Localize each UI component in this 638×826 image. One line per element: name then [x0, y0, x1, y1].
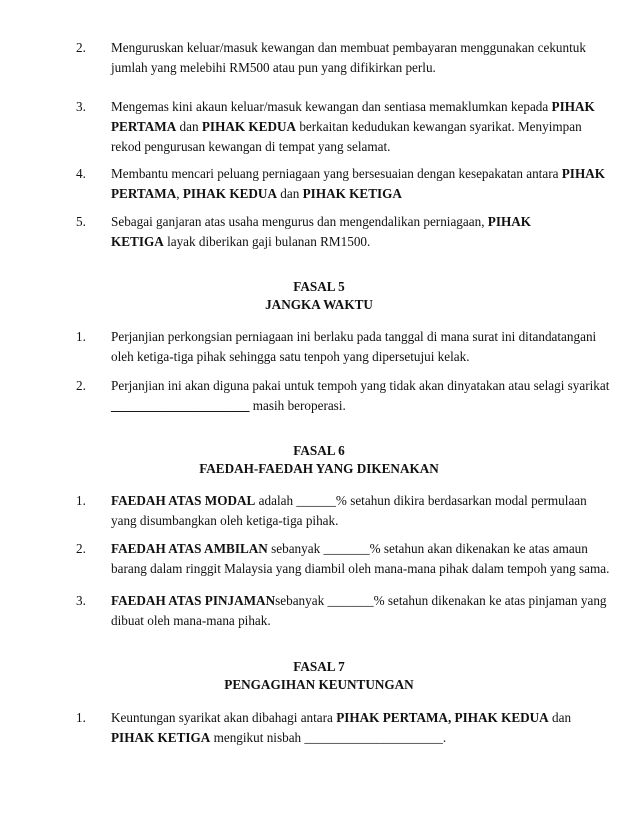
item-text [111, 491, 616, 531]
clause-item [76, 327, 616, 367]
clause-item [76, 97, 616, 157]
item-text [111, 97, 616, 157]
text-line [111, 97, 616, 117]
text-run: Sebagai ganjaran atas usaha mengurus dan mengendalikan perniagaan, [111, 214, 488, 229]
text-run: mengikut nisbah _____________________. [210, 730, 447, 745]
term-label: FAEDAH ATAS MODAL [111, 493, 256, 508]
text-line [111, 184, 616, 204]
text-line [111, 539, 616, 559]
party-label: KETIGA [111, 234, 164, 249]
party-label: PIHAK PERTAMA, PIHAK KEDUA [336, 710, 549, 725]
clause-item [76, 212, 616, 252]
item-text [111, 376, 616, 416]
party-label: PIHAK KEDUA [182, 186, 277, 201]
text-run: adalah ______% setahun dikira berdasarkan modal permulaan [255, 493, 587, 508]
section-number: FASAL 7 [293, 659, 345, 674]
text-run: dan [548, 710, 572, 725]
clause-item [76, 38, 616, 78]
item-number: 5. [76, 214, 86, 229]
item-number: 1. [76, 329, 86, 344]
clause-item [76, 491, 616, 531]
clause-item [76, 591, 616, 631]
text-line [111, 232, 616, 252]
text-line: barang dalam ringgit Malaysia yang diambil oleh mana-mana pihak dalam tempoh yang sama. [111, 561, 610, 576]
text-run: masih beroperasi. [249, 398, 346, 413]
section-number: FASAL 5 [293, 279, 345, 294]
text-run: dan [276, 186, 303, 201]
item-text [111, 591, 616, 631]
section-title: PENGAGIHAN KEUNTUNGAN [224, 677, 414, 692]
item-number: 2. [76, 541, 86, 556]
party-label: PIHAK [487, 214, 532, 229]
section-title: JANGKA WAKTU [265, 297, 373, 312]
text-line [111, 591, 616, 611]
party-label: PIHAK KEDUA [201, 119, 297, 134]
section-number: FASAL 6 [293, 443, 345, 458]
item-text [111, 38, 616, 78]
text-line: Menguruskan keluar/masuk kewangan dan membuat pembayaran menggunakan cekuntuk [111, 40, 586, 55]
text-line: yang disumbangkan oleh ketiga-tiga pihak. [111, 513, 339, 528]
party-label: PERTAMA [111, 119, 177, 134]
item-number: 1. [76, 493, 86, 508]
item-text [111, 539, 616, 579]
party-label: PIHAK [551, 99, 595, 114]
item-number: 2. [76, 40, 86, 55]
item-number: 2. [76, 378, 86, 393]
text-line: Perjanjian perkongsian perniagaan ini berlaku pada tanggal di mana surat ini ditandatangani [111, 329, 597, 344]
clause-item [76, 708, 616, 748]
text-run: berkaitan kedudukan kewangan syarikat. Menyimpan [296, 119, 582, 134]
party-label: PIHAK [561, 166, 605, 181]
text-run: Keuntungan syarikat akan dibahagi antara [111, 710, 337, 725]
text-line [111, 164, 616, 184]
party-label: PIHAK KETIGA [111, 730, 211, 745]
text-run: sebanyak _______% setahun dikenakan ke atas pinjaman yang [275, 593, 607, 608]
clause-item [76, 539, 616, 579]
text-run: layak diberikan gaji bulanan RM1500. [163, 234, 371, 249]
text-line: jumlah yang melebihi RM500 atau pun yang difikirkan perlu. [111, 60, 436, 75]
term-label: FAEDAH ATAS PINJAMAN [111, 593, 276, 608]
party-label: PIHAK KETIGA [302, 186, 402, 201]
text-line [111, 396, 616, 416]
text-line [111, 117, 616, 137]
text-line [111, 708, 616, 728]
blank-field: _____________________ [111, 398, 250, 413]
item-text [111, 327, 616, 367]
text-run: dan [176, 119, 202, 134]
item-number: 3. [76, 593, 86, 608]
text-line [111, 491, 616, 511]
item-number: 1. [76, 710, 86, 725]
text-line: oleh ketiga-tiga pihak sehingga satu tenpoh yang dipersetujui kelak. [111, 349, 470, 364]
item-number: 3. [76, 99, 86, 114]
clause-item [76, 164, 616, 204]
text-line [111, 728, 616, 748]
text-line: Perjanjian ini akan diguna pakai untuk tempoh yang tidak akan dinyatakan atau selagi syarikat [111, 378, 610, 393]
text-run: , [176, 186, 183, 201]
text-run: Membantu mencari peluang perniagaan yang bersesuaian dengan kesepakatan antara [111, 166, 562, 181]
item-text [111, 164, 616, 204]
item-number: 4. [76, 166, 86, 181]
term-label: FAEDAH ATAS AMBILAN [111, 541, 268, 556]
section-title: FAEDAH-FAEDAH YANG DIKENAKAN [199, 461, 439, 476]
party-label: PERTAMA [111, 186, 177, 201]
text-line: dibuat oleh mana-mana pihak. [111, 613, 271, 628]
clause-item [76, 376, 616, 416]
text-line: rekod pengurusan kewangan di tempat yang selamat. [111, 139, 391, 154]
item-text [111, 708, 616, 748]
item-text [111, 212, 616, 252]
text-run: Mengemas kini akaun keluar/masuk kewangan dan sentiasa memaklumkan kepada [111, 99, 552, 114]
text-run: sebanyak _______% setahun akan dikenakan ke atas amaun [267, 541, 588, 556]
text-line [111, 212, 616, 232]
